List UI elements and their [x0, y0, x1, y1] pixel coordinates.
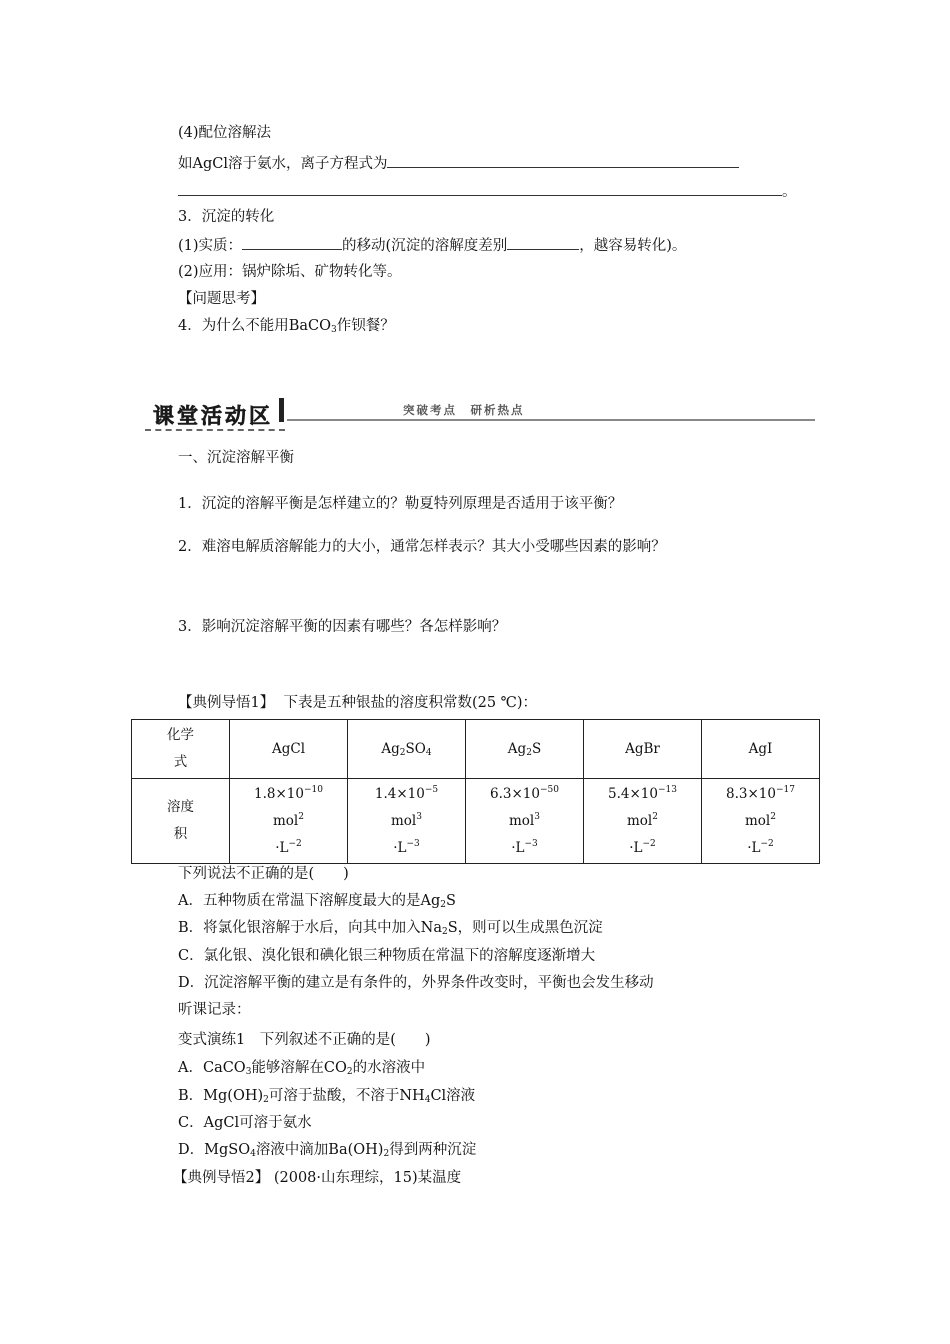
variant1-stem: 变式演练1 下列叙述不正确的是( ) — [178, 1032, 431, 1048]
banner-divider — [279, 398, 284, 422]
ksp-cell: $1.4\times 10^{-5}$ mol$^3$ $\cdot L^{-3}$ — [348, 779, 466, 864]
variant1-option-a: A．CaCO$_3$能够溶解在$CO_2$的水溶液中 — [178, 1060, 426, 1077]
ksp-cell: $1.8\times 10^{-10}$ mol$^2$ $\cdot L^{-2}$ — [230, 779, 348, 864]
example1-option-c: C．氯化银、溴化银和碘化银三种物质在常温下的溶解度逐渐增大 — [178, 948, 596, 964]
banner-dashed-underline — [145, 429, 285, 431]
compound-cell: AgCl — [230, 720, 348, 779]
agcl-ammonia-line-2 — [178, 181, 797, 202]
essence-blank-2[interactable] — [507, 235, 579, 250]
question-4: 4．为什么不能用BaCO$_3$作钡餐？ — [178, 318, 395, 335]
question-heading: 【问题思考】 — [178, 291, 265, 307]
example1-intro — [178, 693, 537, 713]
compound-cell: $Ag_2SO_4$ — [348, 720, 466, 779]
variant1-option-c: C．AgCl可溶于氨水 — [178, 1115, 312, 1131]
answer-blank[interactable] — [178, 181, 782, 196]
agcl-ammonia-line — [178, 153, 739, 174]
example1-option-a: A．五种物质在常温下溶解度最大的是$Ag_2S$ — [178, 893, 456, 910]
section1-q3: 3．影响沉淀溶解平衡的因素有哪些？各怎样影响？ — [178, 619, 507, 635]
compound-cell: AgI — [702, 720, 820, 779]
example2-intro — [173, 1168, 461, 1188]
example1-label: 【典例导悟1】 — [178, 695, 275, 711]
essence-blank-1[interactable] — [242, 235, 342, 250]
example1-stem: 下列说法不正确的是( ) — [178, 866, 349, 882]
example2-text: (2008·山东理综，15)某温度 — [273, 1170, 462, 1186]
table-row — [132, 720, 820, 779]
variant1-option-d: D．MgSO$_4$溶液中滴加$Ba(OH)_2$得到两种沉淀 — [178, 1142, 477, 1159]
example2-label: 【典例导悟2】 — [173, 1170, 270, 1186]
essence-mid: 的移动(沉淀的溶解度差别 — [342, 238, 508, 254]
section-banner — [145, 396, 815, 432]
section1-q1: 1．沉淀的溶解平衡是怎样建立的？勒夏特列原理是否适用于该平衡？ — [178, 496, 623, 512]
compound-cell: $Ag_2S$ — [466, 720, 584, 779]
ksp-cell: $6.3\times 10^{-50}$ mol$^3$ $\cdot L^{-3}$ — [466, 779, 584, 864]
essence-label: (1)实质： — [178, 238, 243, 254]
banner-title: 课堂活动区 — [153, 404, 273, 428]
essence-line — [178, 235, 686, 256]
banner-subtitle: 突破考点 研析热点 — [403, 403, 525, 417]
example1-option-b: B．将氯化银溶解于水后，向其中加入$Na_2S$，则可以生成黑色沉淀 — [178, 920, 603, 937]
agcl-ammonia-prompt: 如AgCl溶于氨水，离子方程式为 — [178, 156, 388, 172]
ksp-cell: $8.3\times 10^{-17}$ mol$^2$ $\cdot L^{-2}$ — [702, 779, 820, 864]
essence-end: ，越容易转化)。 — [579, 238, 687, 254]
compound-cell: AgBr — [584, 720, 702, 779]
application: (2)应用：锅炉除垢、矿物转化等。 — [178, 264, 402, 280]
period: 。 — [782, 184, 797, 200]
example1-option-d: D．沉淀溶解平衡的建立是有条件的，外界条件改变时，平衡也会发生移动 — [178, 975, 654, 991]
conversion-heading: 3．沉淀的转化 — [178, 209, 275, 225]
answer-blank[interactable] — [387, 153, 739, 168]
example1-text: 下表是五种银盐的溶度积常数(25 ℃)： — [283, 695, 538, 711]
ksp-cell: $5.4\times 10^{-13}$ mol$^2$ $\cdot L^{-2}$ — [584, 779, 702, 864]
method4-heading: (4)配位溶解法 — [178, 125, 272, 141]
section1-q2: 2．难溶电解质溶解能力的大小，通常怎样表示？其大小受哪些因素的影响？ — [178, 539, 666, 555]
section1-heading: 一、沉淀溶解平衡 — [178, 450, 294, 466]
row-header-ksp: 溶度 积 — [132, 779, 230, 864]
variant1-option-b: B．$Mg(OH)_2$可溶于盐酸，不溶于$NH_4Cl$溶液 — [178, 1088, 476, 1105]
table-row — [132, 779, 820, 864]
notes-label: 听课记录： — [178, 1002, 251, 1018]
ksp-table — [131, 719, 820, 864]
row-header-formula: 化学 式 — [132, 720, 230, 779]
banner-rule — [287, 419, 815, 421]
